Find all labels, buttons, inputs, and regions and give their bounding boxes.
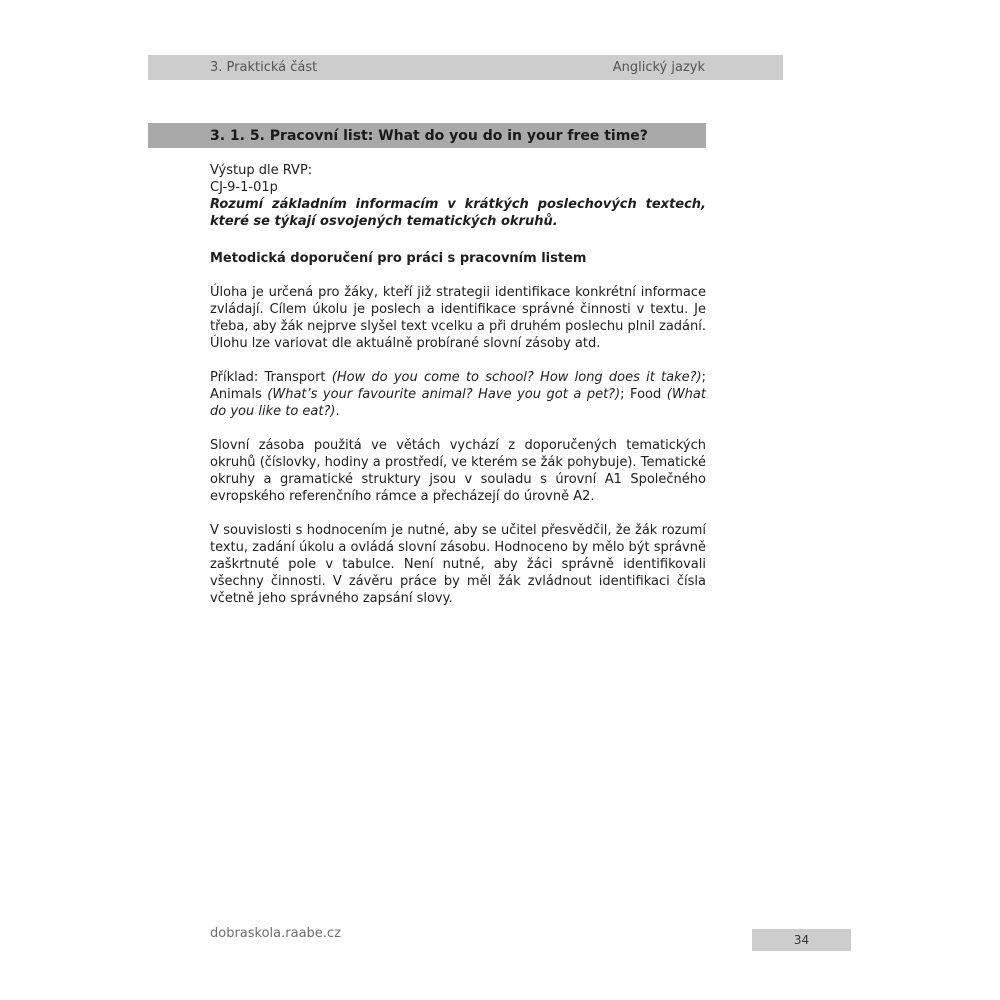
chapter-label: 3. Praktická část <box>210 60 318 75</box>
page-number: 34 <box>793 933 810 947</box>
running-header <box>148 55 783 80</box>
output-heading: Výstup dle RVP: <box>210 163 313 178</box>
section-title: 3. 1. 5. Pracovní list: What do you do in your free time? <box>210 127 648 144</box>
example-animals-questions: (What’s your favourite animal? Have you got a pet?) <box>267 387 621 402</box>
example-food-label: ; Food <box>620 387 667 402</box>
methodology-paragraph-3: Slovní zásoba použitá ve větách vychází z doporučených tematických okruhů (číslovky, hodiny a prostředí, ve kterém se žák pohybuje). Tematické okruhy a gramatické struktury jsou v souladu s úrovní A1 Společného evropského referenčního rámce a přecházejí do úrovně A2. <box>210 438 706 504</box>
example-prefix: Příklad: Transport <box>210 370 332 385</box>
methodology-paragraph-1: Úloha je určená pro žáky, kteří již strategii identifikace konkrétní informace zvládají. Cílem úkolu je poslech a identifikace správné činnosti v textu. Je třeba, aby žák nejprve slyšel text vcelku a při druhém poslechu plnil zadání. Úlohu lze variovat dle aktuálně probírané slovní zásoby atd. <box>210 285 706 351</box>
methodology-heading: Metodická doporučení pro práci s pracovním listem <box>210 251 587 266</box>
page-number-box <box>752 929 851 951</box>
output-code: CJ-9-1-01p <box>210 180 278 195</box>
example-food-questions: (What do you like to eat?) <box>210 387 706 419</box>
methodology-example <box>210 369 706 420</box>
methodology-paragraph-4: V souvislosti s hodnocením je nutné, aby se učitel přesvědčil, že žák rozumí textu, zadání úkolu a ovládá slovní zásobu. Hodnoceno by mělo být správně zaškrtnuté pole v tabulce. Není nutné, aby žáci správně identifikovali všechny činnosti. V závěru práce by měl žák zvládnout identifikaci čísla včetně jeho správného zapsání slovy. <box>210 523 706 606</box>
example-animals-label: ; Animals <box>210 370 706 402</box>
page-content <box>210 162 706 607</box>
example-transport-questions: (How do you come to school? How long does it take?) <box>331 370 702 385</box>
output-objective: Rozumí základním informacím v krátkých poslechových textech, které se týkají osvojených tematických okruhů. <box>210 197 706 229</box>
section-title-bar <box>148 123 706 148</box>
subject-label: Anglický jazyk <box>612 60 705 75</box>
footer-url: dobraskola.raabe.cz <box>210 926 341 941</box>
example-suffix: . <box>335 404 340 419</box>
